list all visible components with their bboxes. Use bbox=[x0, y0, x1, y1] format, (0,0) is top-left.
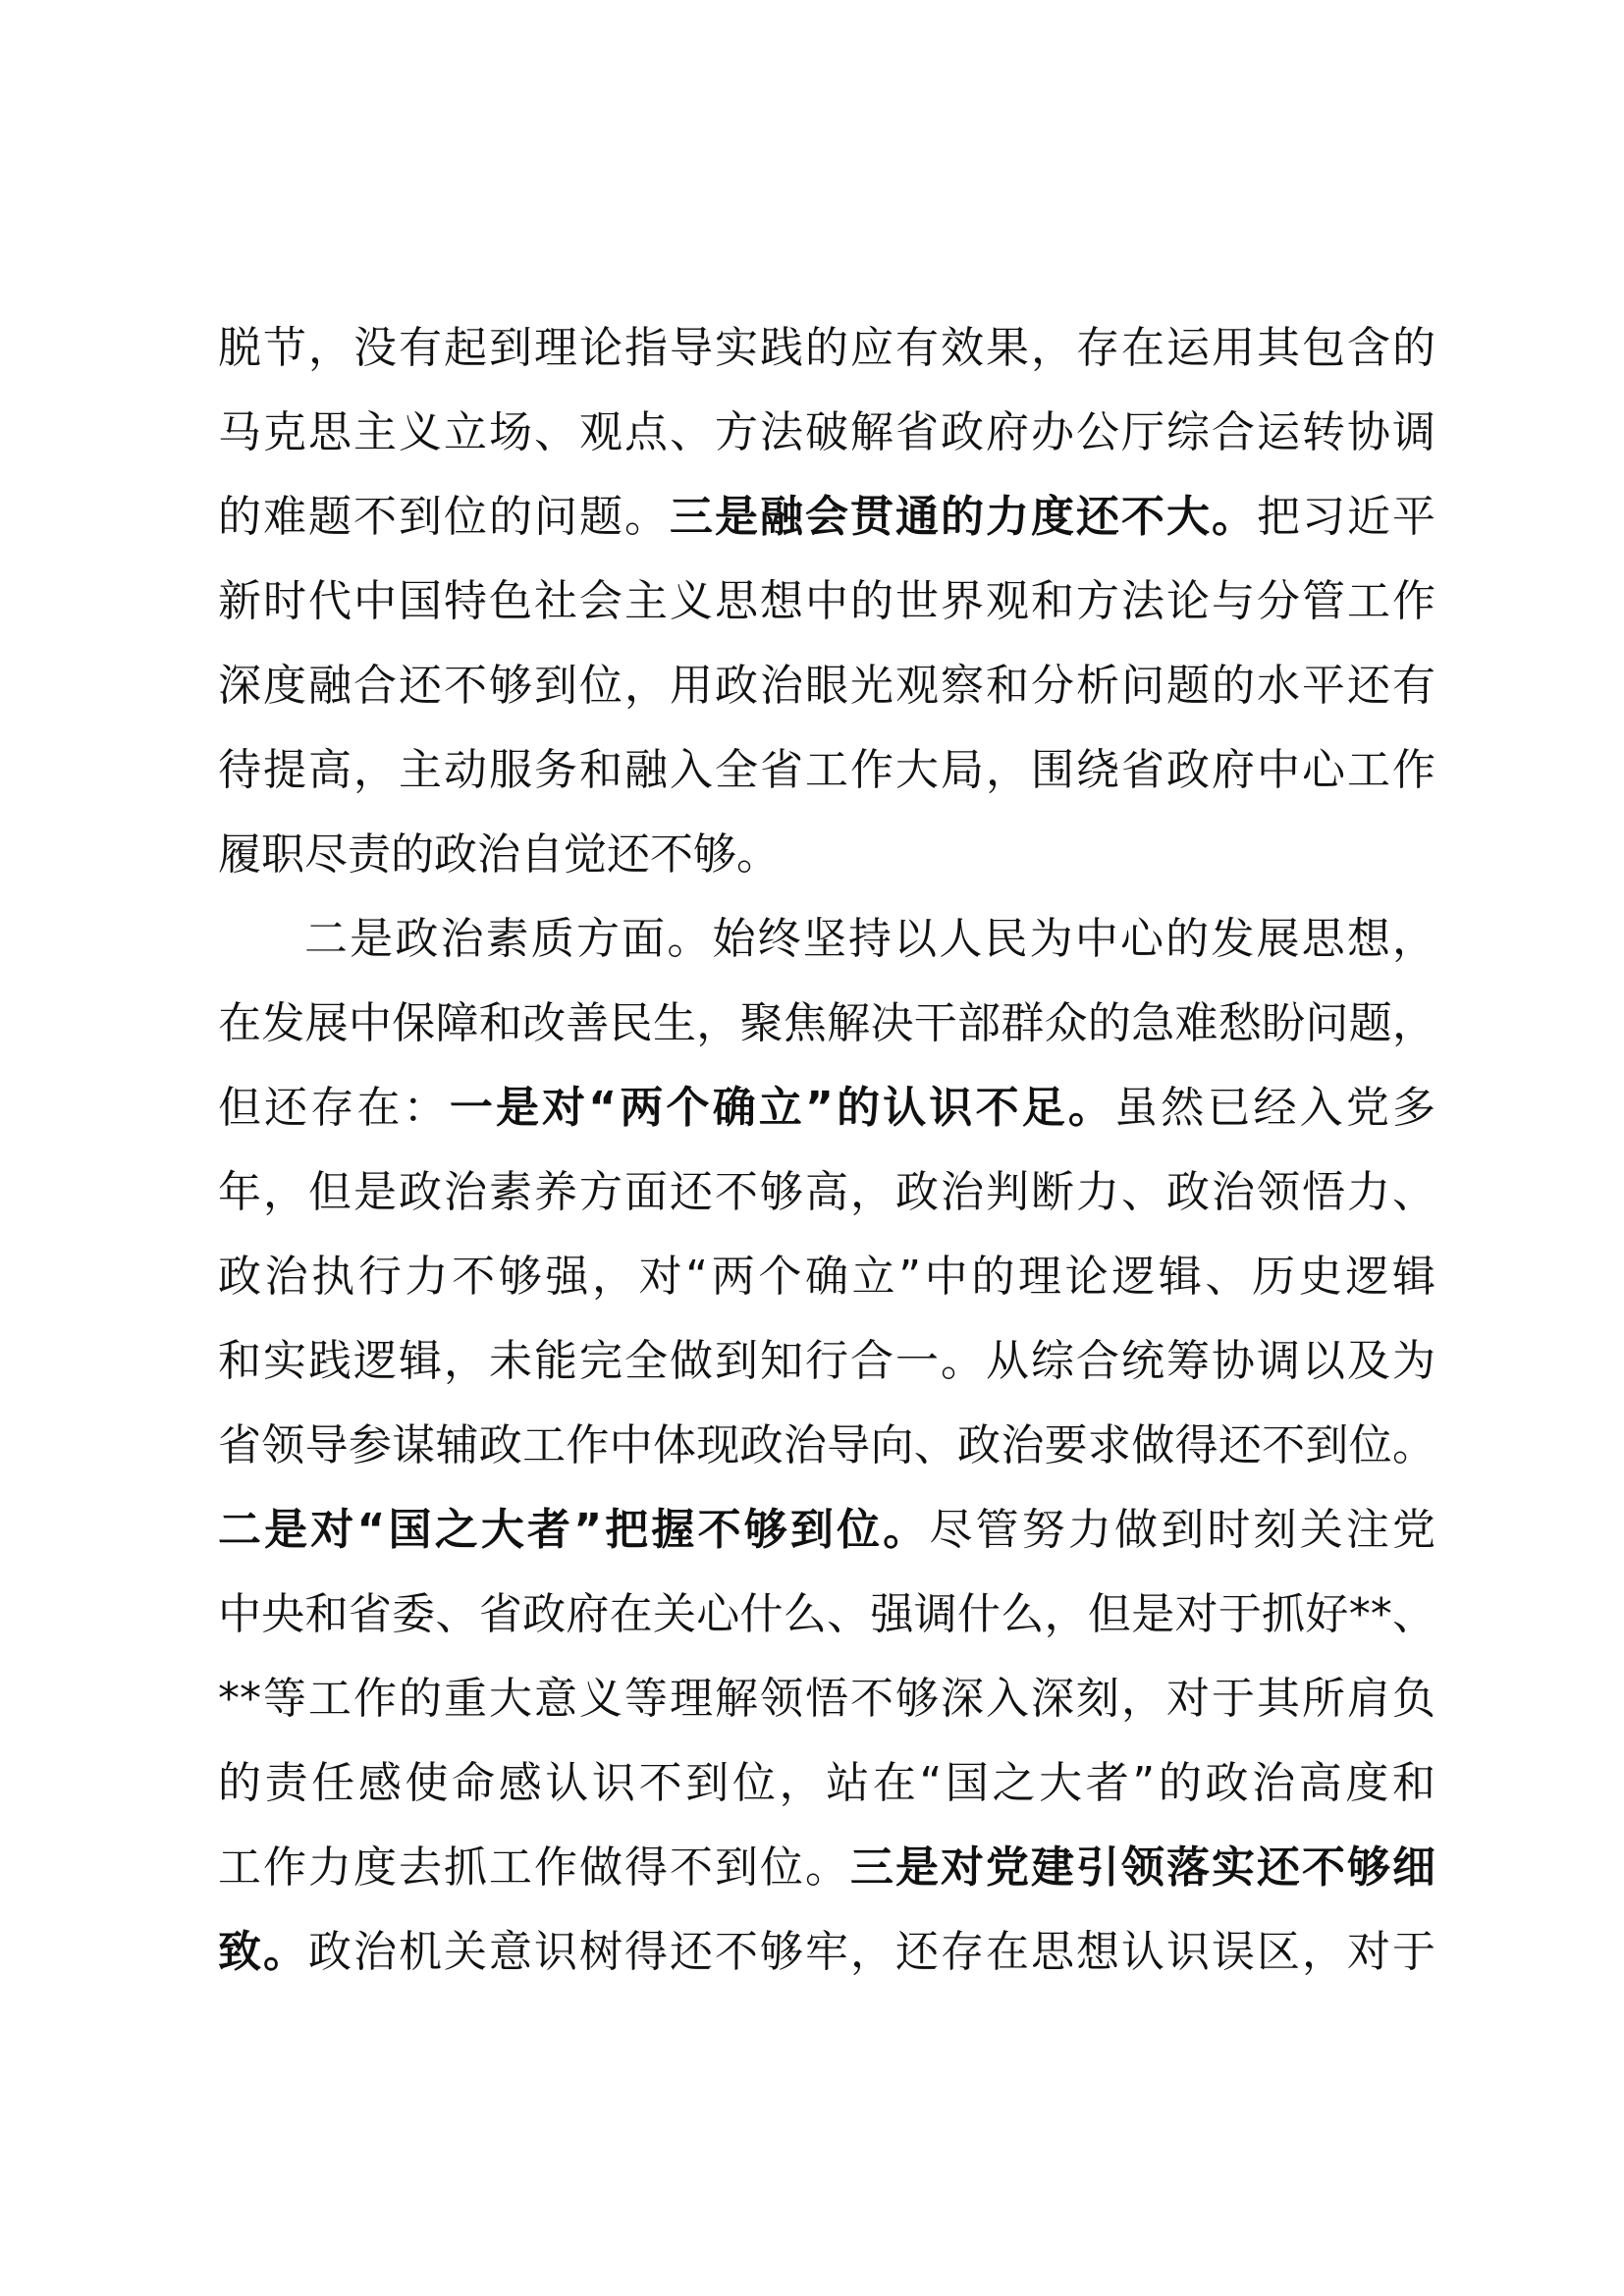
text-line bbox=[218, 1488, 1435, 1573]
text-segment: 马克思主义立场、观点、方法破解省政府办公厅综合运转协调 bbox=[218, 407, 1435, 457]
text-segment: 新时代中国特色社会主义思想中的世界观和方法论与分管工作 bbox=[218, 576, 1435, 626]
text-segment: 和实践逻辑，未能完全做到知行合一。从综合统筹协调以及为 bbox=[218, 1336, 1435, 1386]
text-segment: 脱节，没有起到理论指导实践的应有效果，存在运用其包含的 bbox=[218, 323, 1435, 373]
text-line bbox=[218, 1741, 1435, 1826]
text-line bbox=[218, 813, 1435, 897]
text-line bbox=[218, 1404, 1435, 1488]
bold-text-segment: 一是对“两个确立”的认识不足。 bbox=[449, 1083, 1115, 1133]
text-segment: 的难题不到位的问题。 bbox=[218, 492, 670, 542]
text-segment: 中央和省委、省政府在关心什么、强调什么，但是对于抓好**、 bbox=[218, 1589, 1435, 1639]
text-segment: 履职尽责的政治自觉还不够。 bbox=[218, 829, 780, 880]
text-segment: 但还存在： bbox=[218, 1083, 450, 1133]
text-line bbox=[218, 475, 1435, 560]
text-segment: 把习近平 bbox=[1257, 492, 1435, 542]
text-segment: 深度融合还不够到位，用政治眼光观察和分析问题的水平还有 bbox=[218, 661, 1435, 711]
text-segment: 政治执行力不够强，对“两个确立”中的理论逻辑、历史逻辑 bbox=[218, 1252, 1435, 1302]
text-line bbox=[218, 1657, 1435, 1741]
text-line bbox=[218, 1235, 1435, 1319]
bold-text-segment: 二是对“国之大者”把握不够到位。 bbox=[218, 1505, 930, 1555]
text-segment: **等工作的重大意义等理解领悟不够深入深刻，对于其所肩负 bbox=[218, 1674, 1435, 1724]
text-segment: 虽然已经入党多 bbox=[1114, 1083, 1436, 1133]
text-line bbox=[218, 1150, 1435, 1235]
text-line bbox=[218, 1319, 1435, 1404]
text-segment: 尽管努力做到时刻关注党 bbox=[929, 1505, 1436, 1555]
text-segment: 年，但是政治素养方面还不够高，政治判断力、政治领悟力、 bbox=[218, 1167, 1435, 1217]
text-line bbox=[218, 1066, 1435, 1150]
text-segment: 二是政治素质方面。始终坚持以人民为中心的发展思想， bbox=[304, 914, 1435, 964]
bold-text-segment: 三是对党建引领落实还不够细 bbox=[850, 1842, 1435, 1893]
text-segment: 省领导参谋辅政工作中体现政治导向、政治要求做得还不到位。 bbox=[218, 1420, 1435, 1470]
bold-text-segment: 致。 bbox=[218, 1927, 308, 1977]
text-line bbox=[218, 391, 1435, 475]
text-line bbox=[218, 560, 1435, 644]
text-line bbox=[218, 728, 1435, 813]
text-line bbox=[218, 1910, 1435, 1995]
text-line bbox=[218, 982, 1435, 1066]
text-segment: 待提高，主动服务和融入全省工作大局，围绕省政府中心工作 bbox=[218, 745, 1435, 795]
text-line bbox=[218, 897, 1435, 982]
text-segment: 在发展中保障和改善民生，聚焦解决干部群众的急难愁盼问题， bbox=[218, 998, 1435, 1048]
text-segment: 的责任感使命感认识不到位，站在“国之大者”的政治高度和 bbox=[218, 1758, 1435, 1808]
text-line bbox=[218, 1826, 1435, 1910]
text-segment: 工作力度去抓工作做得不到位。 bbox=[218, 1842, 850, 1893]
bold-text-segment: 三是融会贯通的力度还不大。 bbox=[670, 492, 1257, 542]
text-line bbox=[218, 306, 1435, 391]
text-line bbox=[218, 644, 1435, 728]
text-segment: 政治机关意识树得还不够牢，还存在思想认识误区，对于 bbox=[308, 1927, 1435, 1977]
text-line bbox=[218, 1573, 1435, 1657]
